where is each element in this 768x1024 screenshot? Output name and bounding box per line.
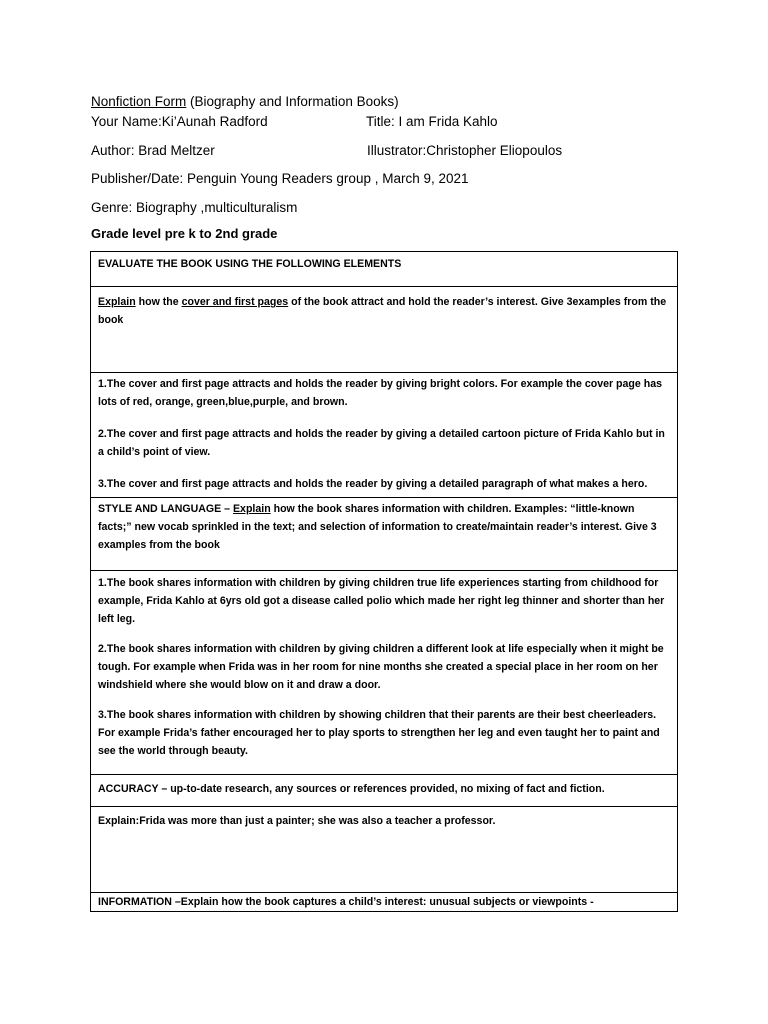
- evaluation-table: [90, 251, 678, 912]
- accuracy-prompt-cell: [91, 775, 678, 807]
- genre: Genre: Biography ,multiculturalism: [91, 200, 298, 215]
- style-answer-1: 1.The book shares information with children by giving children true life experiences starting from childhood for example, Frida Kahlo at 6yrs old got a disease called polio which made her right leg thinner and shorter than her left leg.: [98, 577, 665, 625]
- accuracy-prompt: ACCURACY – up-to-date research, any sources or references provided, no mixing of fact and fiction.: [98, 783, 605, 795]
- explain-label: Explain: [232, 503, 271, 515]
- cover-prompt-cell: [91, 287, 678, 373]
- your-name: Your Name:Ki’Aunah Radford: [91, 114, 268, 129]
- style-answer-2: 2.The book shares information with children by giving children a different look at life especially when it might be tough. For example when Frida was in her room for nine months she created a special place in her room on her windshield where she would blow on it and draw a door.: [98, 643, 664, 691]
- accuracy-answer: Explain:Frida was more than just a painter; she was also a teacher a professor.: [98, 815, 496, 827]
- cover-answer-2: 2.The cover and first page attracts and holds the reader by giving a detailed cartoon picture of Frida Kahlo but in a child’s point of view.: [98, 428, 665, 458]
- table-row: [91, 571, 678, 775]
- table-row: [91, 373, 678, 498]
- style-prompt-cell: [91, 498, 678, 571]
- table-heading: [91, 252, 678, 287]
- style-answer-3: 3.The book shares information with children by showing children that their parents are their best cheerleaders. For example Frida’s father encouraged her to play sports to strengthen her leg and even taught her to paint and see the world through beauty.: [98, 709, 660, 757]
- style-lead: STYLE AND LANGUAGE –: [98, 503, 233, 515]
- table-row: [91, 498, 678, 571]
- cover-prompt-text: how the: [135, 296, 182, 308]
- book-title: Title: I am Frida Kahlo: [366, 114, 498, 129]
- style-prompt-text: how the book shares information with children. Examples: “little-known facts;” new vocab sprinkled in the text; and selection of information to create/maintain reader’s interest. Give 3 examples from the book: [98, 503, 657, 551]
- form-subtitle: (Biography and Information Books): [186, 94, 399, 109]
- table-row: [91, 287, 678, 373]
- cover-answers-cell: [91, 373, 678, 498]
- table-row: [91, 807, 678, 893]
- cover-answer-1: 1.The cover and first page attracts and holds the reader by giving bright colors. For example the cover page has lots of red, orange, green,blue,purple, and brown.: [98, 378, 662, 408]
- cover-pages-label: cover and first pages: [181, 296, 289, 308]
- table-row: [91, 893, 678, 912]
- cover-prompt-text: of the book attract and hold the reader’s interest. Give 3examples from the book: [98, 296, 667, 326]
- form-title-line: [91, 94, 399, 109]
- form-title: Nonfiction Form: [91, 94, 187, 109]
- publisher-date: Publisher/Date: Penguin Young Readers group , March 9, 2021: [91, 171, 469, 186]
- style-answers-cell: [91, 571, 678, 775]
- accuracy-answer-cell: [91, 807, 678, 893]
- author: Author: Brad Meltzer: [91, 143, 215, 158]
- grade-level: Grade level pre k to 2nd grade: [91, 226, 278, 241]
- table-row: [91, 775, 678, 807]
- information-prompt-cell: [91, 893, 678, 912]
- table-row: [91, 252, 678, 287]
- information-prompt: INFORMATION –Explain how the book captures a child’s interest: unusual subjects or viewpoints -: [98, 896, 594, 908]
- illustrator: Illustrator:Christopher Eliopoulos: [367, 143, 563, 158]
- table-heading-text: EVALUATE THE BOOK USING THE FOLLOWING ELEMENTS: [98, 258, 402, 270]
- cover-answer-3: 3.The cover and first page attracts and holds the reader by giving a detailed paragraph of what makes a hero.: [98, 478, 648, 490]
- explain-label: Explain: [98, 296, 136, 308]
